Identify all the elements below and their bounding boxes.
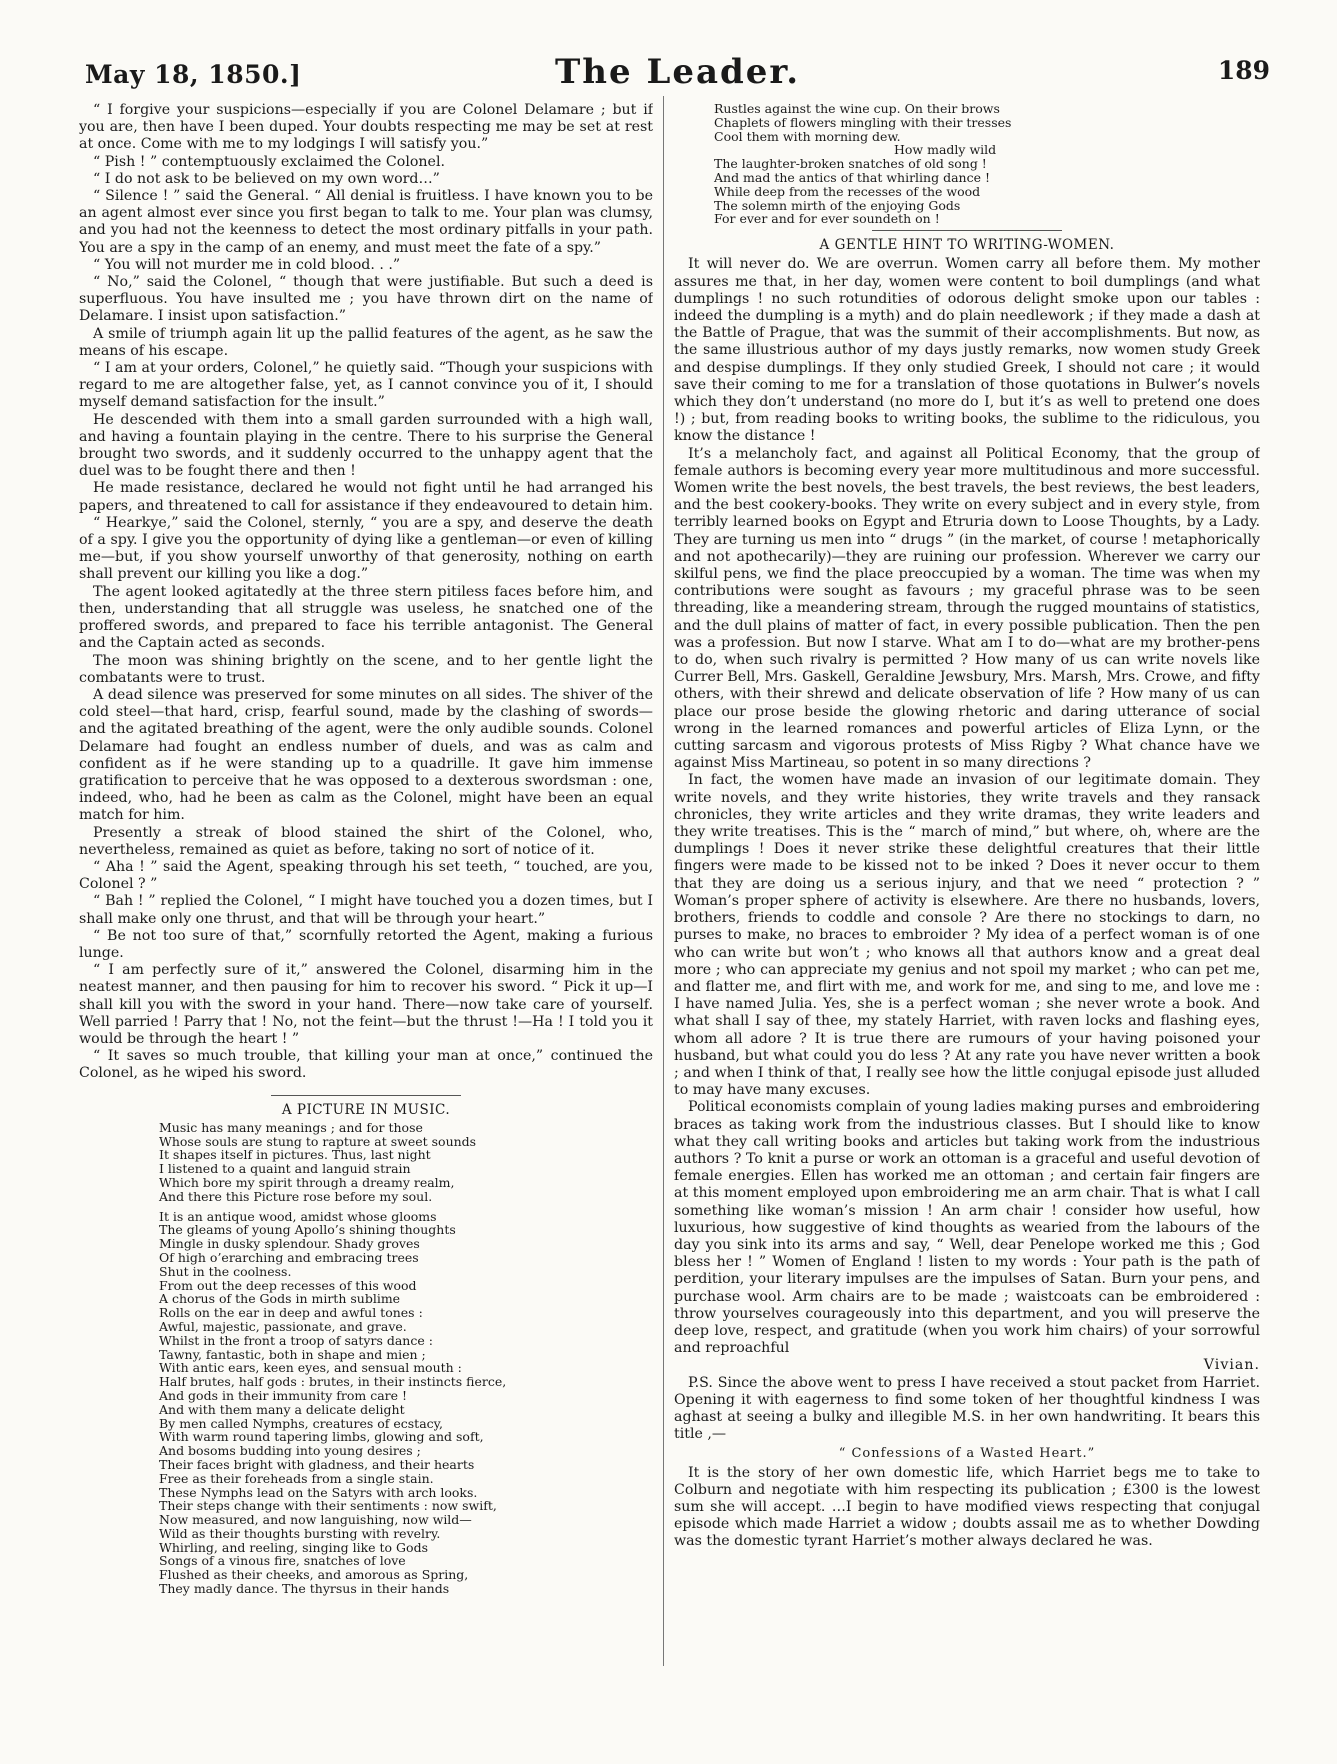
section-divider: [872, 230, 1062, 231]
poem-stanza: [159, 1121, 653, 1204]
poem-line: Of high o’erarching and embracing trees: [159, 1249, 419, 1265]
poem-continuation: [714, 102, 1260, 226]
poem-line: Chaplets of flowers mingling with their tresses: [714, 114, 1012, 130]
article-text: [674, 256, 1260, 1357]
poem-line: Awful, majestic, passionate, and grave.: [159, 1318, 407, 1334]
poem-line: For ever and for ever soundeth on !: [714, 211, 940, 227]
left-column: [79, 102, 653, 1747]
poem-title: A PICTURE IN MUSIC.: [281, 1101, 451, 1118]
poem-line: Whose souls are stung to rapture at sweet sounds: [159, 1133, 477, 1149]
story-paragraph: “ I forgive your suspicions—especially if you are Colonel Delamare ; but if you are, then have I been duped. Your doubts respecting me may be set at rest at once. Come with me to my lodgings I will satisfy you.”: [79, 102, 653, 153]
story-paragraph: “ Be not too sure of that,” scornfully retorted the Agent, making a furious lunge.: [79, 927, 653, 961]
book-title: “ Confessions of a Wasted Heart.”: [838, 1446, 1096, 1462]
story-paragraph: “ Bah ! ” replied the Colonel, “ I might have touched you a dozen times, but I shall make only one thrust, and that will be through your heart.”: [79, 893, 653, 927]
poem-line: Rolls on the ear in deep and awful tones :: [159, 1305, 423, 1321]
article-paragraph: Political economists complain of young ladies making purses and embroidering braces as taking work from the industrious classes. But I should like to know what they call writing books and articles but taking work from the industrious authors ? To knit a purse or work an ottoman is a graceful and useful devotion of female energies. Ellen has worked me an ottoman ; and certain fair fingers are at this moment employed upon embroidering me an arm chair. That is what I call something like woman’s mission ! An arm chair ! consider how useful, how luxurious, how suggestive of kind thoughts as wearied from the labours of the day you sink into its arms and say, “ Well, dear Penelope worked me this ; God bless her ! ” Women of England ! listen to my words : Your path is the path of perdition, your literary impulses are the impulses of Satan. Burn your pens, and purchase wool. Arm chairs are to be made ; waistcoats can be embroidered : throw yourselves courageously into this department, and you will preserve the deep love, respect, and gratitude (when you work him chairs) of your sorrowful and reproachful: [674, 1099, 1260, 1357]
poem-line: The gleams of young Apollo’s shining thoughts: [159, 1222, 456, 1238]
page-number: 189: [1217, 56, 1270, 85]
article-paragraph: It’s a melancholy fact, and against all Political Economy, that the group of female authors is becoming every year more multitudinous and more successful. Women write the best novels, the best travels, the best reviews, the best leaders, and the best cookery-books. They write on every subject and in every style, from terribly learned books on Egypt and Etruria down to Loose Thoughts, by a Lady. They are turning us men into “ drugs ” (in the market, of course ! metaphorically and not apothecarily)—they are ruining our profession. Wherever we carry our skilful pens, we find the place preoccupied by a woman. The time was when my contributions were sought as favours ; my graceful phrase was to be seen threading, like a meandering stream, through the rugged mountains of statistics, and the dull plains of matter of fact, in every possible publication. Then the pen was a profession. But now I starve. What am I to do—what are my brother-pens to do, when such rivalry is permitted ? How many of us can write novels like Currer Bell, Mrs. Gaskell, Geraldine Jewsbury, Mrs. Marsh, Mrs. Crowe, and fifty others, with their shrewd and delicate observation of life ? How many of us can place our prose beside the glowing rhetoric and daring utterance of social wrong in the learned romances and powerful articles of Eliza Lynn, or the cutting sarcasm and vigorous protests of Miss Rigby ? What chance have we against Miss Martineau, so potent in so many directions ?: [674, 445, 1260, 772]
poem-line: Their steps change with their sentiments : now swift,: [159, 1498, 497, 1514]
poem-line: With antic ears, keen eyes, and sensual mouth :: [159, 1360, 462, 1376]
poem-stanza: [159, 1210, 653, 1596]
article-paragraph: In fact, the women have made an invasion of our legitimate domain. They write novels, and they write histories, they write travels and they ransack chronicles, they write articles and they write dramas, they write leaders and they write treatises. This is the “ march of mind,” but where, oh, where are the dumplings ! Does it never strike these delightful creatures that their little fingers were made to be kissed not to be inked ? Does it never occur to them that they are doing us a serious injury, and that we need “ protection ? ” Woman’s proper sphere of activity is elsewhere. Are there no husbands, lovers, brothers, friends to coddle and console ? Are there no stockings to darn, no purses to make, no braces to embroider ? My idea of a perfect woman is of one who can write but won’t ; who knows all that authors know and a great deal more ; who can appreciate my genius and not spoil my market ; who can pet me, and flatter me, and flirt with me, and work for me, and sing to me, and love me : I have named Julia. Yes, she is a perfect woman ; she never wrote a book. And what shall I say of thee, my stately Harriet, with raven locks and flashing eyes, whom all adore ? It is true there are rumours of your having poisoned your husband, but what could you do less ? At any rate you have never written a book ; and when I think of that, I really see how the little conjugal episode just alluded to may have many excuses.: [674, 772, 1260, 1099]
poem-line: Wild as their thoughts bursting with revelry.: [159, 1525, 441, 1541]
page-header: [85, 52, 1270, 96]
poem-line: It is an antique wood, amidst whose glooms: [159, 1208, 437, 1224]
postscript: P.S. Since the above went to press I have received a stout packet from Harriet. Opening it with eagerness to find some token of her thoughtful kindness I was aghast at seeing a bulky and illegible M.S. in her own handwriting. It bears this title ,—: [674, 1374, 1260, 1443]
poem-line: Free as their foreheads from a single stain.: [159, 1470, 434, 1486]
poem-line: The laughter-broken snatches of old song !: [714, 156, 987, 172]
story-paragraph: “ It saves so much trouble, that killing your man at once,” continued the Colonel, as he wiped his sword.: [79, 1048, 653, 1082]
poem-line: And there this Picture rose before my soul.: [159, 1188, 433, 1204]
poem-line: A chorus of the Gods in mirth sublime: [159, 1291, 401, 1307]
masthead-title: The Leader.: [554, 52, 801, 92]
story-paragraph: He made resistance, declared he would not fight until he had arranged his papers, and threatened to call for assistance if they endeavoured to detain him.: [79, 480, 653, 514]
poem-line: While deep from the recesses of the wood: [714, 183, 981, 199]
story-paragraph: “ Pish ! ” contemptuously exclaimed the Colonel.: [93, 153, 445, 170]
story-text: [79, 102, 653, 1083]
article-paragraph: It will never do. We are overrun. Women carry all before them. My mother assures me that, in her day, women were content to boil dumplings (and what dumplings ! no such rotundities of odorous delight smoke upon our tables : indeed the dumpling is a myth) and do plain needlework ; if they made a dash at the Battle of Prague, that was the summit of their accomplishments. But now, as the same illustrious author of my days justly remarks, now women study Greek and despise dumplings. If they only studied Greek, I should not care ; it would save their coming to me for a translation of those quotations in Bulwer’s novels which they don’t understand (no more do I, but it’s as well to pretend one does !) ; but, from reading books to writing books, the sublime to the ridiculous, you know the distance !: [674, 256, 1260, 445]
section-divider: [271, 1095, 461, 1096]
story-paragraph: “ No,” said the Colonel, “ though that were justifiable. But such a deed is superfluous. You have insulted me ; you have thrown dirt on the name of Delamare. I insist upon satisfaction.”: [79, 274, 653, 325]
poem-line: By men called Nymphs, creatures of ecstacy,: [159, 1415, 444, 1431]
poem-line: And with them many a delicate delight: [159, 1401, 405, 1417]
story-paragraph: “ Aha ! ” said the Agent, speaking through his set teeth, “ touched, are you, Colonel ? ”: [79, 858, 653, 893]
poem-line: I listened to a quaint and languid strain: [159, 1161, 411, 1177]
story-paragraph: “ Silence ! ” said the General. “ All denial is fruitless. I have known you to be an agent almost ever since you first began to talk to me. Your plan was clumsy, and you had not the keenness to detect the most ordinary pitfalls in your path. You are a spy in the camp of an enemy, and must meet the fate of a spy.”: [79, 188, 653, 256]
poem-line: Their faces bright with gladness, and their hearts: [159, 1456, 475, 1472]
poem-line: From out the deep recesses of this wood: [159, 1277, 417, 1293]
poem-line: Mingle in dusky splendour. Shady groves: [159, 1236, 420, 1252]
poem-line: And mad the antics of that whirling dance !: [714, 169, 990, 185]
story-paragraph: The agent looked agitatedly at the three stern pitiless faces before him, and then, understanding that all struggle was useless, he snatched one of the proffered swords, and prepared to face his terrible antagonist. The General and the Captain acted as seconds.: [79, 583, 653, 652]
story-paragraph: The moon was shining brightly on the scene, and to her gentle light the combatants were to trust.: [79, 652, 653, 686]
author-signature: Vivian.: [1203, 1357, 1260, 1374]
column-divider: [663, 96, 664, 1666]
issue-date: May 18, 1850.]: [85, 60, 302, 89]
story-paragraph: “ I am perfectly sure of it,” answered the Colonel, disarming him in the neatest manner, and then pausing for him to recover his sword. “ Pick it up—I shall kill you with the sword in your hand. There—now take care of yourself. Well parried ! Parry that ! No, not the feint—but the thrust !—Ha ! I told you it would be through the heart ! ”: [79, 962, 653, 1047]
poem-line: It shapes itself in pictures. Thus, last night: [159, 1147, 431, 1163]
story-paragraph: A smile of triumph again lit up the pallid features of the agent, as he saw the means of his escape.: [79, 325, 653, 359]
poem-line: Whirling, and reeling, singing like to Gods: [159, 1539, 428, 1555]
poem-line: The solemn mirth of the enjoying Gods: [714, 197, 961, 213]
poem-line: Music has many meanings ; and for those: [159, 1119, 423, 1135]
poem-line: Songs of a vinous fire, snatches of love: [159, 1553, 406, 1569]
story-paragraph: He descended with them into a small garden surrounded with a high wall, and having a fountain playing in the centre. There to his surprise the General brought two swords, and it suddenly occurred to the unhappy agent that the duel was to be fought there and then !: [79, 411, 653, 480]
poem-line: Half brutes, half gods : brutes, in their instincts fierce,: [159, 1374, 507, 1390]
story-paragraph: “ You will not murder me in cold blood. . .”: [93, 256, 401, 273]
final-paragraph: It is the story of her own domestic life, which Harriet begs me to take to Colburn and negotiate with him respecting its publication ; £300 is the lowest sum she will accept. …I begin to have modified views respecting that conjugal episode which made Harriet a widow ; doubts assail me as to whether Dowding was the domestic tyrant Harriet’s mother always declared he was.: [674, 1464, 1260, 1550]
poem-line: Shut in the coolness.: [159, 1263, 292, 1279]
story-paragraph: “ I do not ask to be believed on my own word…”: [93, 170, 440, 187]
poem-line: Flushed as their cheeks, and amorous as Spring,: [159, 1567, 469, 1583]
right-column: [674, 102, 1260, 1747]
poem-line: Which bore my spirit through a dreamy realm,: [159, 1174, 455, 1190]
poem-line: And bosoms budding into young desires ;: [159, 1443, 421, 1459]
article-title: A GENTLE HINT TO WRITING-WOMEN.: [819, 237, 1115, 254]
story-paragraph: Presently a streak of blood stained the shirt of the Colonel, who, nevertheless, remained as quiet as before, taking no sort of notice of it.: [79, 824, 653, 858]
poem: [159, 1121, 653, 1596]
poem-line: And gods in their immunity from care !: [159, 1387, 408, 1403]
poem-line: Cool them with morning dew.: [714, 128, 901, 144]
poem-line: Tawny, fantastic, both in shape and mien ;: [159, 1346, 426, 1362]
poem-line: These Nymphs lead on the Satyrs with arch looks.: [159, 1484, 478, 1500]
poem-line: Whilst in the front a troop of satyrs dance :: [159, 1332, 433, 1348]
poem-lines: [714, 102, 1260, 143]
poem-indented-line: How madly wild: [894, 142, 997, 158]
poem-line: Rustles against the wine cup. On their brows: [714, 102, 1000, 116]
poem-line: They madly dance. The thyrsus in their hands: [159, 1581, 450, 1597]
poem-lines: [714, 157, 1260, 226]
story-paragraph: “ I am at your orders, Colonel,” he quietly said. “Though your suspicions with regard to me are altogether false, yet, as I cannot convince you of it, I should myself demand satisfaction for the insult.”: [79, 360, 653, 411]
story-paragraph: A dead silence was preserved for some minutes on all sides. The shiver of the cold steel—that hard, crisp, fearful sound, made by the clashing of swords—and the agitated breathing of the agent, were the only audible sounds. Colonel Delamare had fought an endless number of duels, and was as calm and confident as if he were standing up to a quadrille. It gave him immense gratification to perceive that he was opposed to a dexterous swordsman : one, indeed, who, had he been as calm as the Colonel, might have been an equal match for him.: [79, 686, 653, 824]
poem-line: Now measured, and now languishing, now wild—: [159, 1512, 472, 1528]
poem-line: With warm round tapering limbs, glowing and soft,: [159, 1429, 484, 1445]
story-paragraph: “ Hearkye,” said the Colonel, sternly, “ you are a spy, and deserve the death of a spy. I give you the opportunity of dying like a gentleman—or even of killing me—but, if you show yourself unworthy of that generosity, nothing on earth shall prevent our killing you like a dog.”: [79, 514, 653, 583]
